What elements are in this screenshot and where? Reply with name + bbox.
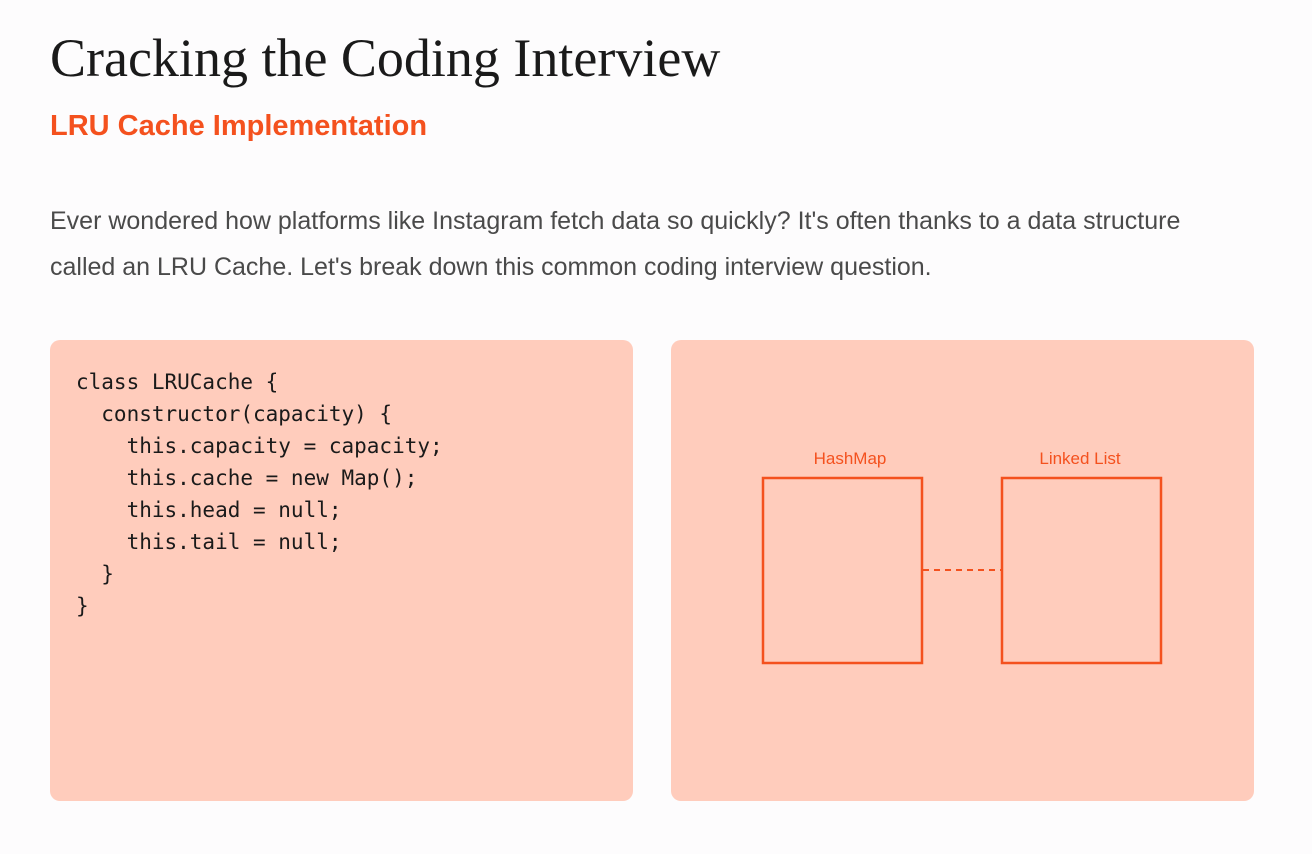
linked-list-label: Linked List <box>1039 449 1121 468</box>
hashmap-box <box>763 478 922 663</box>
lru-diagram <box>671 340 1254 801</box>
code-line: class LRUCache { <box>76 370 279 394</box>
linked-list-box <box>1002 478 1161 663</box>
code-line: this.cache = new Map(); <box>76 466 418 490</box>
code-line: this.head = null; <box>76 498 342 522</box>
code-panel <box>50 340 633 801</box>
page-subtitle: LRU Cache Implementation <box>50 110 428 142</box>
code-line: this.capacity = capacity; <box>76 434 443 458</box>
hashmap-label: HashMap <box>813 449 887 468</box>
intro-paragraph: Ever wondered how platforms like Instagram fetch data so quickly? It's often thanks to a data structure called an LRU Cache. Let's break down this common coding interview question. <box>50 207 1181 281</box>
diagram-panel <box>671 340 1254 801</box>
page-title: Cracking the Coding Interview <box>50 28 721 88</box>
code-line: } <box>76 594 89 618</box>
code-block <box>76 366 443 622</box>
code-line: constructor(capacity) { <box>76 402 393 426</box>
code-line: this.tail = null; <box>76 530 342 554</box>
code-line: } <box>76 562 114 586</box>
